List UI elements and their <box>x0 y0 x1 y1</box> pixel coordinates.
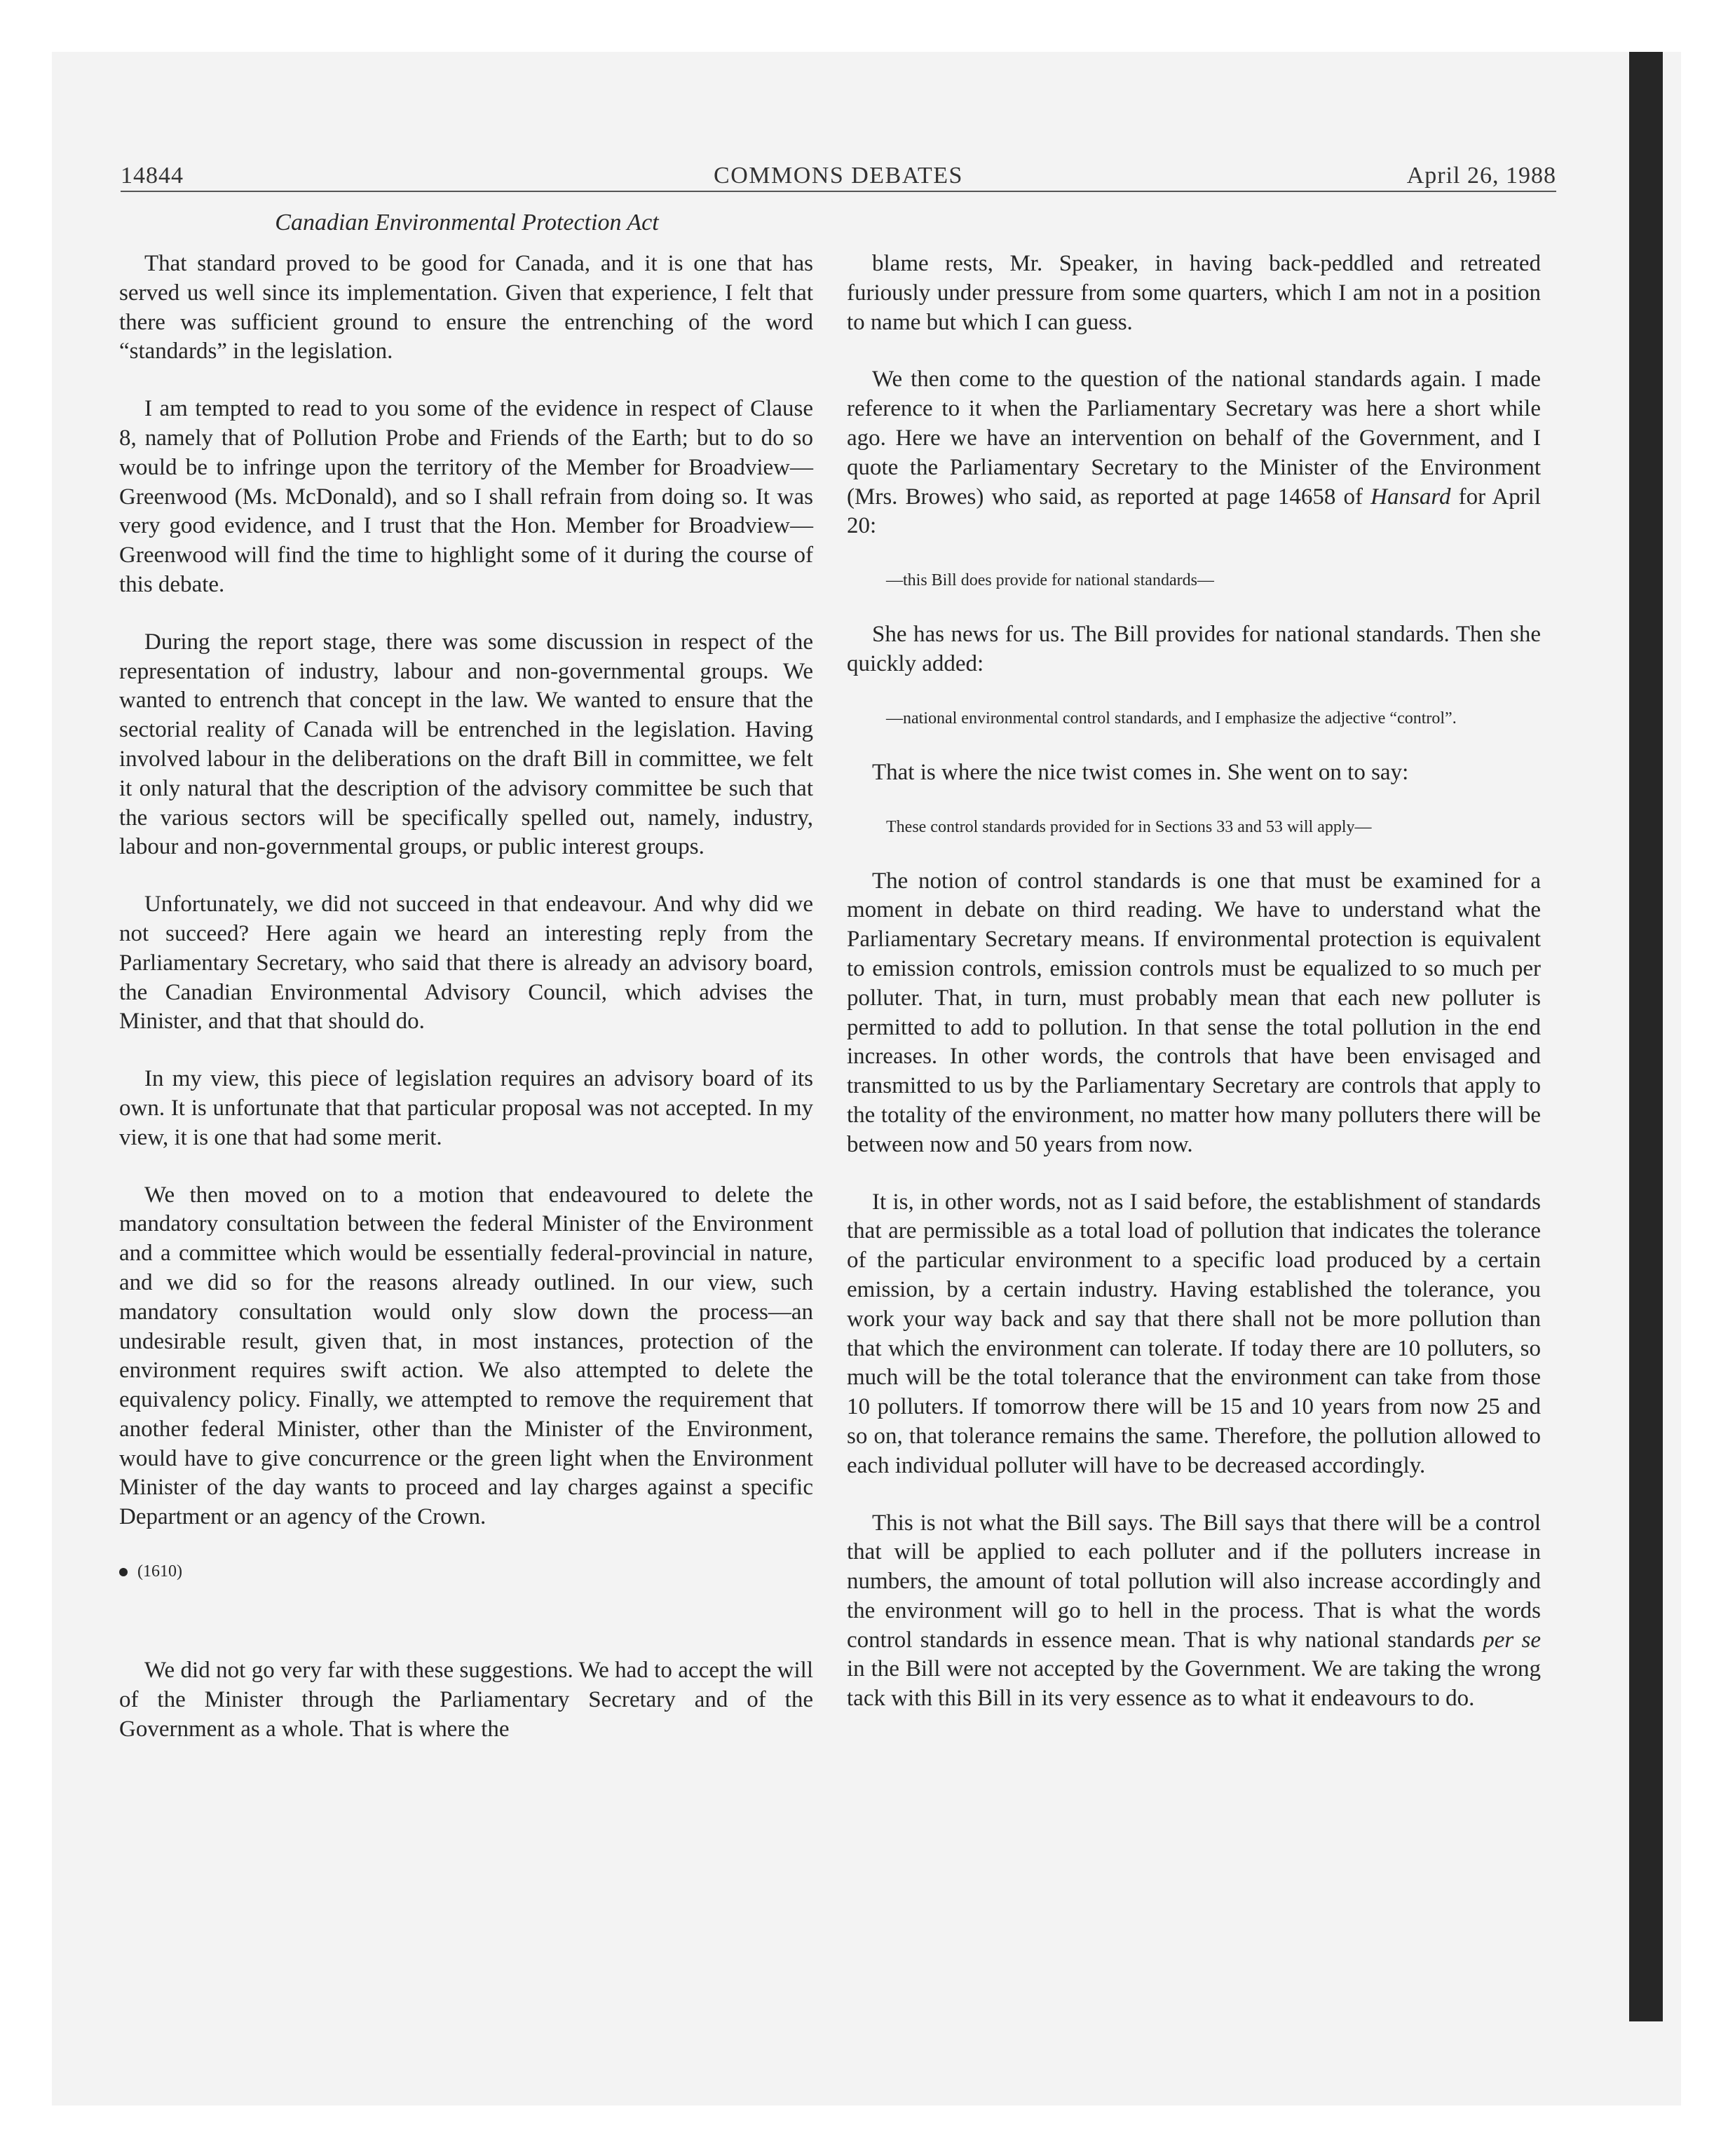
paragraph: We then moved on to a motion that endeavoured to delete the mandatory consultation between the federal Minister of the Environment and a committee which would be essentially federal-provincial in nature, and we did so for the reasons already outlined. In our view, such mandatory consultation would only slow down the process—an undesirable result, given that, in most instances, protection of the environment requires swift action. We also attempted to delete the equivalency policy. Finally, we attempted to remove the requirement that another federal Minister, other than the Minister of the Environment, would have to give concurrence or the green light when the Environment Minister of the day wants to proceed and lay charges against a specific Department or an agency of the Crown. <box>119 1182 813 1530</box>
block-quote: —national environmental control standards, and I emphasize the adjective “control”. <box>886 709 1457 728</box>
paragraph-text: for April 20: <box>847 484 1542 539</box>
right-column <box>847 250 1541 1742</box>
publication-title: COMMONS DEBATES <box>714 163 963 189</box>
header-rule <box>121 191 1556 192</box>
paragraph: I am tempted to read to you some of the evidence in respect of Clause 8, namely that of Pollution Probe and Friends of the Earth; but to do so would be to infringe upon the territory of the Member for Broadview—Greenwood (Ms. McDonald), and so I shall refrain from doing so. It was very good evidence, and I trust that the Hon. Member for Broadview—Greenwood will find the time to highlight some of it during the course of this debate. <box>119 396 813 597</box>
paragraph: We did not go very far with these suggestions. We had to accept the will of the Minister through the Parliamentary Secretary and of the Government as a whole. That is where the <box>119 1658 813 1742</box>
paragraph: She has news for us. The Bill provides for national standards. Then she quickly added: <box>847 622 1541 676</box>
paragraph: blame rests, Mr. Speaker, in having back-peddled and retreated furiously under pressure from some quarters, which I am not in a position to name but which I can guess. <box>847 251 1541 335</box>
paragraph-text: This is not what the Bill says. The Bill says that there will be a control that will be applied to each polluter and if the polluters increase in numbers, the amount of total pollution will also increase accordingly and the environment will go to hell in the process. That is what the words control standards in essence mean. That is why national standards <box>847 1510 1541 1653</box>
italic-title: Hansard <box>1370 484 1451 510</box>
time-marker <box>119 1560 813 1583</box>
paragraph: In my view, this piece of legislation requires an advisory board of its own. It is unfortunate that that particular proposal was not accepted. In my view, it is one that had some merit. <box>119 1066 813 1150</box>
page-header <box>121 159 1556 193</box>
block-quote: These control standards provided for in Sections 33 and 53 will apply— <box>886 817 1372 836</box>
time-marker-label: (1610) <box>137 1562 182 1581</box>
paragraph <box>847 1509 1541 1714</box>
left-column <box>119 250 813 1772</box>
page-number: 14844 <box>121 163 184 189</box>
paragraph <box>847 365 1541 541</box>
paragraph: The notion of control standards is one that must be examined for a moment in debate on third reading. We have to understand what the Parliamentary Secretary means. If environmental protection is equivalent to emission controls, emission controls must be equalized to so much per polluter. That, in turn, must probably mean that each new polluter is permitted to add to pollution. In that sense the total pollution in the end increases. In other words, the controls that have been envisaged and transmitted to us by the Parliamentary Secretary are controls that apply to the totality of the environment, no matter how many polluters there will be between now and 50 years from now. <box>847 868 1541 1157</box>
publication-date: April 26, 1988 <box>1406 163 1556 189</box>
running-head: Canadian Environmental Protection Act <box>275 210 659 236</box>
paragraph: It is, in other words, not as I said before, the establishment of standards that are permissible as a total load of pollution that indicates the tolerance of the particular environment to a specific load produced by a certain emission, by a certain industry. Having established the tolerance, you work your way back and say that there shall not be more pollution than that which the environment can tolerate. If today there are 10 polluters, so much will be the total tolerance that the environment can take from those 10 polluters. If tomorrow there will be 15 and 10 years from now 25 and so on, that tolerance remains the same. Therefore, the pollution allowed to each individual polluter will have to be decreased accordingly. <box>847 1189 1541 1478</box>
paragraph: During the report stage, there was some discussion in respect of the representation of industry, labour and non-governmental groups. We wanted to entrench that concept in the law. We wanted to ensure that the sectorial reality of Canada will be entrenched in the legislation. Having involved labour in the deliberations on the draft Bill in committee, we felt it only natural that the description of the advisory committee be such that the various sectors will be specifically spelled out, namely, industry, labour and non-governmental groups, or public interest groups. <box>119 629 813 860</box>
paragraph-text: We then come to the question of the national standards again. I made reference to it when the Parliamentary Secretary was here a short while ago. Here we have an intervention on behalf of the Government, and I quote the Parliamentary Secretary to the Minister of the Environment (Mrs. Browes) who said, as reported at page 14658 of <box>847 367 1541 510</box>
bullet-icon <box>119 1568 128 1576</box>
scan-edge-bar <box>1629 52 1663 2021</box>
paragraph: That is where the nice twist comes in. She went on to say: <box>872 759 1409 785</box>
paragraph: Unfortunately, we did not succeed in that endeavour. And why did we not succeed? Here again we heard an interesting reply from the Parliamentary Secretary, who said that there is already an advisory board, the Canadian Environmental Advisory Council, which advises the Minister, and that that should do. <box>119 892 813 1035</box>
paragraph: That standard proved to be good for Canada, and it is one that has served us well since its implementation. Given that experience, I felt that there was sufficient ground to ensure the entrenching of the word “standards” in the legislation. <box>119 251 813 364</box>
block-quote: —this Bill does provide for national standards— <box>886 571 1214 590</box>
paragraph-text: in the Bill were not accepted by the Government. We are taking the wrong tack with this Bill in its very essence as to what it endeavours to do. <box>847 1656 1541 1712</box>
italic-phrase: per se <box>1483 1627 1541 1653</box>
